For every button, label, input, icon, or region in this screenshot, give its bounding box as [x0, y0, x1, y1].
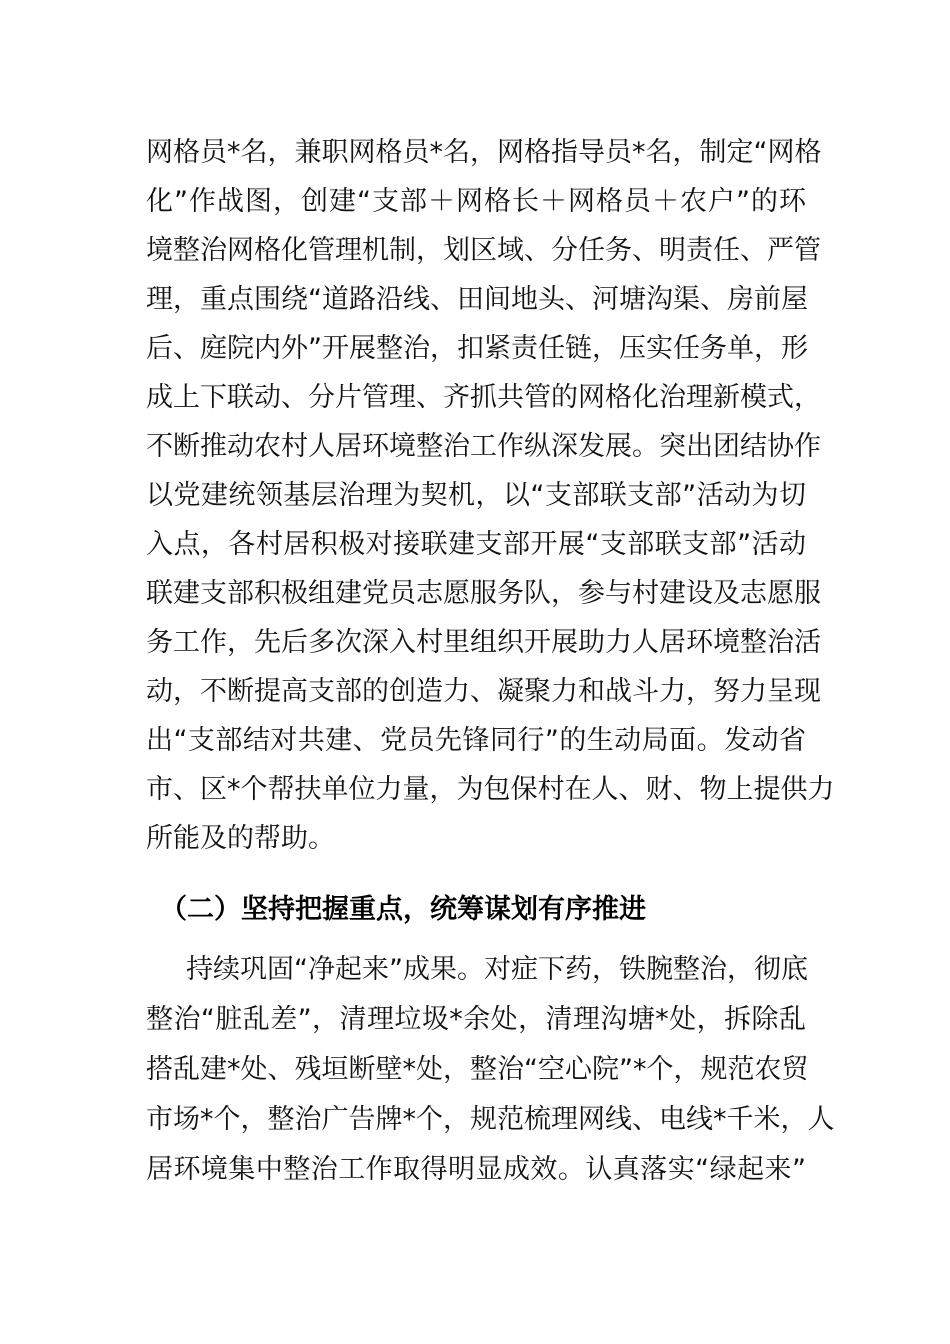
paragraph-line: 所能及的帮助。 [146, 823, 335, 854]
paragraph-line: 后、庭院内外”开展整治，扣紧责任链，压实任务单，形 [146, 333, 808, 364]
paragraph-line: 持续巩固“净起来”成果。对症下药，铁腕整治，彻底 [186, 954, 808, 985]
paragraph-line: 联建支部积极组建党员志愿服务队，参与村建设及志愿服 [146, 578, 821, 609]
paragraph-line: 化”作战图，创建“支部＋网格长＋网格员＋农户”的环 [146, 186, 806, 217]
section-heading: （二）坚持把握重点，统筹谋划有序推进 [160, 894, 646, 925]
paragraph-line: 市场*个，整治广告牌*个，规范梳理网线、电线*千米，人 [146, 1104, 835, 1135]
paragraph-line: 网格员*名，兼职网格员*名，网格指导员*名，制定“网格 [146, 137, 822, 168]
paragraph-line: 整治“脏乱差”，清理垃圾*余处，清理沟塘*处，拆除乱 [146, 1004, 806, 1035]
paragraph-line: 市、区*个帮扶单位力量，为包保村在人、财、物上提供力 [146, 774, 835, 805]
paragraph-line: 动，不断提高支部的创造力、凝聚力和战斗力，努力呈现 [146, 676, 821, 707]
paragraph-line: 境整治网格化管理机制，划区域、分任务、明责任、严管 [146, 235, 821, 266]
paragraph-line: 以党建统领基层治理为契机，以“支部联支部”活动为切 [146, 480, 806, 511]
paragraph-line: 务工作，先后多次深入村里组织开展助力人居环境整治活 [146, 627, 821, 658]
paragraph-line: 理，重点围绕“道路沿线、田间地头、河塘沟渠、房前屋 [146, 284, 808, 315]
paragraph-line: 搭乱建*处、残垣断壁*处，整治“空心院”*个，规范农贸 [146, 1054, 809, 1085]
paragraph-line: 入点，各村居积极对接联建支部开展“支部联支部”活动 [146, 529, 806, 560]
paragraph-line: 居环境集中整治工作取得明显成效。认真落实“绿起来” [146, 1154, 806, 1185]
paragraph-line: 不断推动农村人居环境整治工作纵深发展。突出团结协作 [146, 431, 821, 462]
paragraph-line: 成上下联动、分片管理、齐抓共管的网格化治理新模式， [146, 382, 821, 413]
paragraph-line: 出“支部结对共建、党员先锋同行”的生动局面。发动省 [146, 725, 806, 756]
